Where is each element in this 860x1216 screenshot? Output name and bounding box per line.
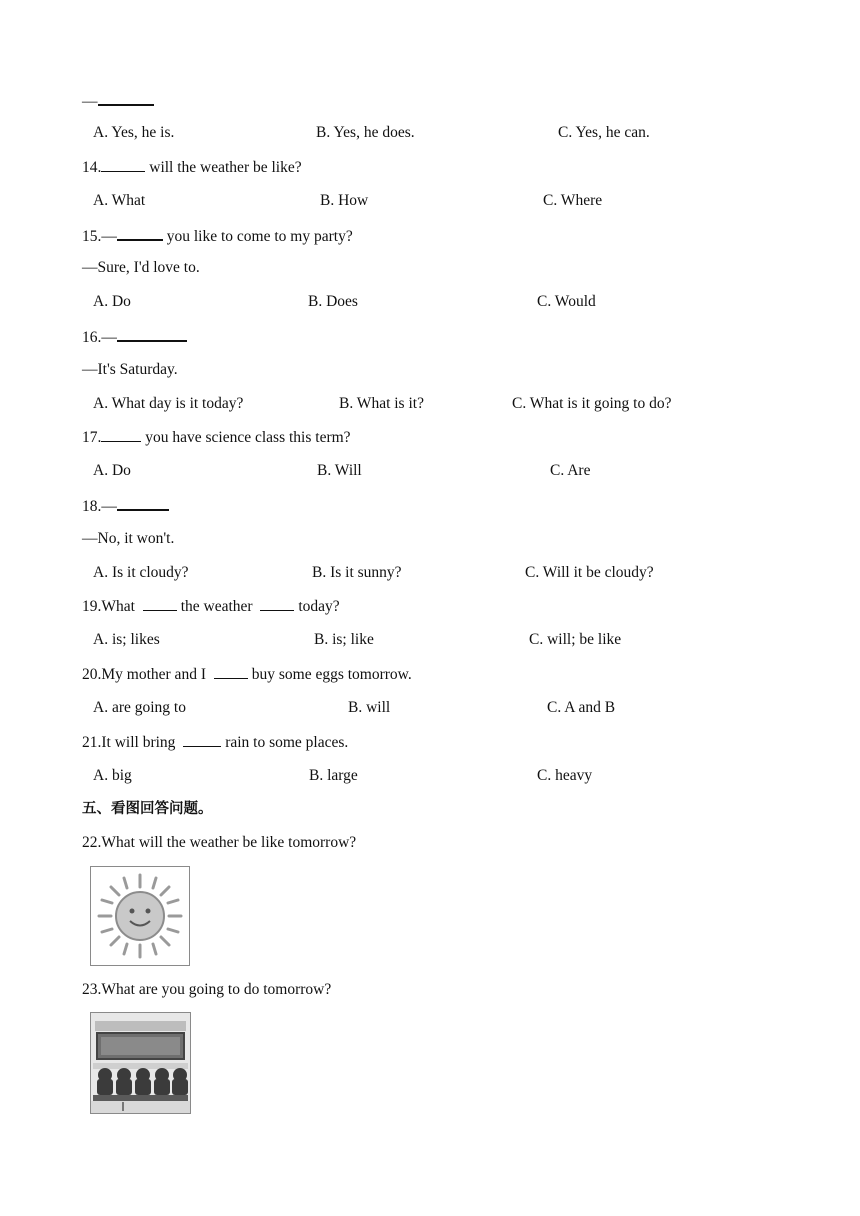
q19-blank-1 bbox=[143, 596, 177, 611]
q16-option-a: A. What day is it today? bbox=[93, 395, 244, 412]
q17-option-a: A. Do bbox=[93, 462, 131, 479]
q16-number: 16.— bbox=[82, 329, 117, 346]
q19-blank-2 bbox=[260, 596, 294, 611]
q23-image bbox=[90, 1012, 191, 1114]
q18-question bbox=[82, 495, 169, 517]
q19-question bbox=[82, 596, 340, 617]
q13-option-c: C. Yes, he can. bbox=[558, 124, 650, 141]
q14-option-b: B. How bbox=[320, 192, 369, 209]
q22-image bbox=[90, 866, 190, 966]
q14-text: will the weather be like? bbox=[145, 159, 302, 176]
q21-pre: 21.It will bring bbox=[82, 734, 180, 751]
q23-question: 23.What are you going to do tomorrow? bbox=[82, 981, 332, 998]
q17-text: you have science class this term? bbox=[141, 429, 351, 446]
q18-reply: —No, it won't. bbox=[82, 530, 175, 547]
q20-post: buy some eggs tomorrow. bbox=[247, 666, 412, 683]
q18-option-c: C. Will it be cloudy? bbox=[525, 564, 654, 581]
q18-option-a: A. Is it cloudy? bbox=[93, 564, 189, 581]
q13-answer-line bbox=[82, 90, 154, 112]
q14-option-c: C. Where bbox=[543, 192, 603, 209]
q19-option-a: A. is; likes bbox=[93, 631, 160, 648]
q15-number: 15.— bbox=[82, 228, 117, 245]
q21-post: rain to some places. bbox=[221, 734, 349, 751]
q20-option-a: A. are going to bbox=[93, 699, 186, 716]
q21-option-b: B. large bbox=[309, 767, 358, 784]
q18-number: 18.— bbox=[82, 498, 117, 515]
q19-option-b: B. is; like bbox=[314, 631, 374, 648]
q22-question: 22.What will the weather be like tomorrow? bbox=[82, 834, 357, 851]
q16-question bbox=[82, 326, 187, 348]
q19-option-c: C. will; be like bbox=[529, 631, 622, 648]
q13-option-a: A. Yes, he is. bbox=[93, 124, 175, 141]
q13-option-b: B. Yes, he does. bbox=[316, 124, 415, 141]
q18-option-b: B. Is it sunny? bbox=[312, 564, 402, 581]
q17-option-b: B. Will bbox=[317, 462, 362, 479]
q17-blank bbox=[101, 427, 141, 442]
q13-blank bbox=[98, 90, 154, 106]
q21-blank bbox=[183, 732, 221, 747]
q15-option-b: B. Does bbox=[308, 293, 358, 310]
q18-blank bbox=[117, 495, 169, 511]
q16-option-c: C. What is it going to do? bbox=[512, 395, 672, 412]
q15-blank bbox=[117, 225, 163, 241]
q14-number: 14. bbox=[82, 159, 102, 176]
q19-pre: 19.What bbox=[82, 598, 139, 615]
q17-option-c: C. Are bbox=[550, 462, 591, 479]
q19-post: today? bbox=[294, 598, 340, 615]
q20-question bbox=[82, 664, 412, 685]
q14-option-a: A. What bbox=[93, 192, 146, 209]
q15-reply: —Sure, I'd love to. bbox=[82, 259, 200, 276]
classroom-scene-icon bbox=[91, 1013, 190, 1113]
q20-pre: 20.My mother and I bbox=[82, 666, 210, 683]
q14-blank bbox=[101, 157, 145, 172]
q16-option-b: B. What is it? bbox=[339, 395, 424, 412]
q21-option-a: A. big bbox=[93, 767, 132, 784]
q20-blank bbox=[214, 664, 248, 679]
q21-question bbox=[82, 732, 348, 753]
q20-option-b: B. will bbox=[348, 699, 391, 716]
q20-option-c: C. A and B bbox=[547, 699, 616, 716]
q16-blank bbox=[117, 326, 187, 342]
q21-option-c: C. heavy bbox=[537, 767, 593, 784]
q15-option-a: A. Do bbox=[93, 293, 131, 310]
q17-number: 17. bbox=[82, 429, 102, 446]
q15-question bbox=[82, 225, 353, 247]
q15-text: you like to come to my party? bbox=[162, 228, 353, 245]
q15-option-c: C. Would bbox=[537, 293, 596, 310]
q17-question bbox=[82, 427, 351, 448]
section-5-heading: 五、看图回答问题。 bbox=[82, 801, 213, 817]
q16-reply: —It's Saturday. bbox=[82, 361, 178, 378]
sun-icon bbox=[91, 867, 189, 965]
q13-dash: — bbox=[82, 93, 98, 110]
q19-mid: the weather bbox=[176, 598, 257, 615]
q14-question bbox=[82, 157, 302, 178]
